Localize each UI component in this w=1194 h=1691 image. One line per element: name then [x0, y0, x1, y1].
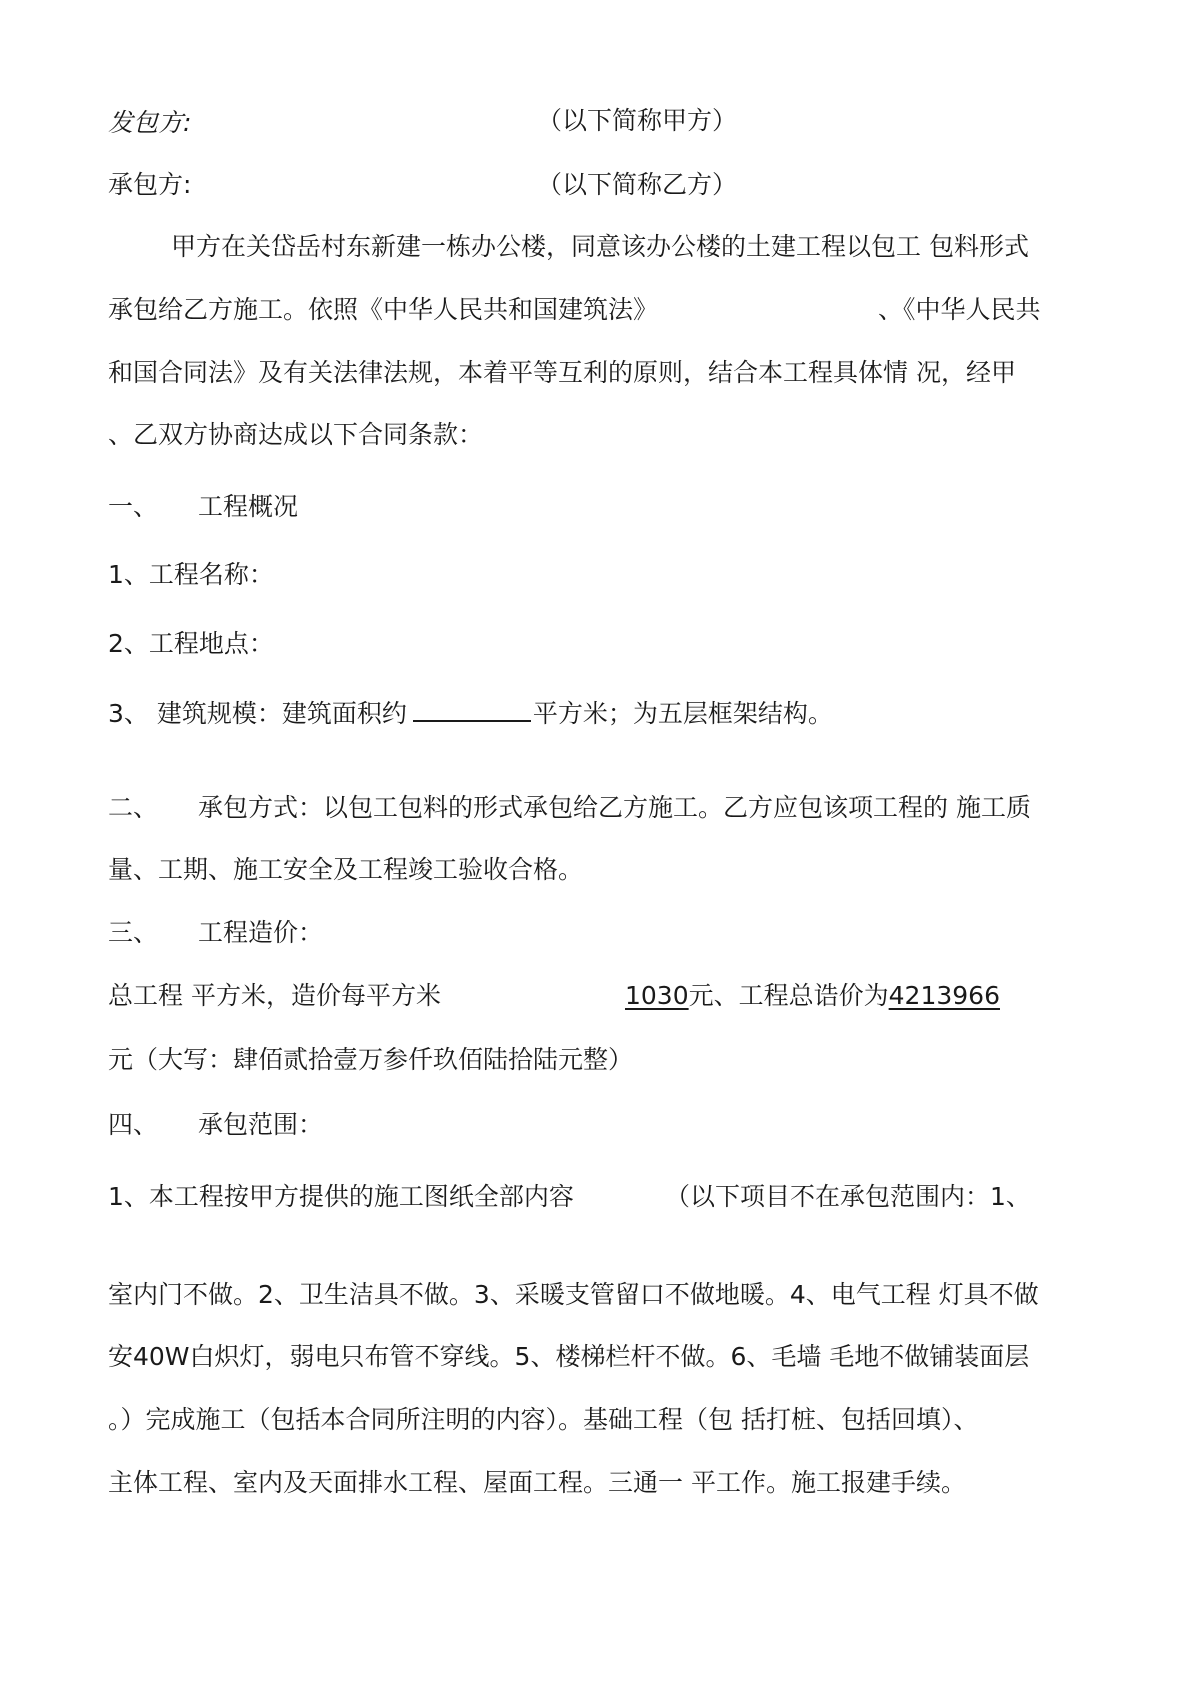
intro-line-4: 、乙双方协商达成以下合同条款：	[108, 420, 484, 449]
section-4-line-1a: 1、本工程按甲方提供的施工图纸全部内容	[108, 1182, 574, 1211]
section-4-title: 承包范围：	[198, 1110, 324, 1139]
section-1-item-1: 1、工程名称：	[108, 560, 274, 589]
intro-line-1: 甲方在关岱岳村东新建一栋办公楼，同意该办公楼的土建工程以包工 包料形式	[171, 232, 1029, 261]
section-3-line-1	[108, 979, 441, 1013]
section-4-number: 四、	[108, 1110, 159, 1139]
section-4-line-3: 安40W白炽灯，弱电只布管不穿线。5、楼梯栏杆不做。6、毛墙 毛地不做铺装面层	[108, 1342, 1030, 1371]
price-prefix: 总工程 平方米，造价每平方米	[108, 981, 441, 1010]
section-1-number: 一、	[108, 492, 159, 521]
intro-line-2a: 承包给乙方施工。依照《中华人民共和国建筑法》	[108, 295, 659, 324]
item-3-suffix: 平方米；为五层框架结构。	[532, 699, 833, 728]
section-4-line-1b: （以下项目不在承包范围内：1、	[665, 1182, 1031, 1211]
section-2-text-2: 量、工期、施工安全及工程竣工验收合格。	[108, 855, 584, 884]
section-1-item-2: 2、工程地点：	[108, 629, 274, 658]
price-mid: 元、工程总诰价为	[688, 981, 889, 1010]
party-a-row	[108, 106, 191, 140]
section-4-line-4: 。）完成施工（包括本合同所注明的内容）。基础工程（包 括打桩、包括回填）、	[108, 1405, 979, 1434]
party-a-note: （以下简称甲方）	[537, 106, 738, 135]
section-2-text-1: 承包方式：以包工包料的形式承包给乙方施工。乙方应包该项工程的 施工质	[198, 793, 1031, 822]
section-4-line-5: 主体工程、室内及天面排水工程、屋面工程。三通一 平工作。施工报建手续。	[108, 1468, 966, 1497]
section-3-number: 三、	[108, 918, 159, 947]
total-price: 4213966	[888, 981, 1000, 1010]
party-b-note: （以下简称乙方）	[537, 170, 738, 199]
section-1-title: 工程概况	[198, 492, 299, 521]
section-3-line-1-right	[625, 979, 1000, 1013]
section-3-line-2: 元（大写：肆佰贰拾壹万参仟玖佰陆拾陆元整）	[108, 1045, 634, 1074]
section-1-item-3	[108, 697, 833, 731]
section-4-line-2: 室内门不做。2、卫生洁具不做。3、采暖支管留口不做地暖。4、电气工程 灯具不做	[108, 1280, 1039, 1309]
unit-price: 1030	[625, 981, 689, 1010]
section-3-title: 工程造价：	[198, 918, 324, 947]
intro-line-3: 和国合同法》及有关法律法规，本着平等互利的原则，结合本工程具体情 况，经甲	[108, 358, 1016, 387]
party-b-label: 承包方:	[108, 170, 192, 199]
item-3-prefix: 3、 建筑规模：建筑面积约	[108, 699, 407, 728]
section-2-number: 二、	[108, 793, 159, 822]
party-a-label: 发包方:	[108, 108, 192, 137]
intro-line-2b: 、《中华人民共	[878, 295, 1041, 324]
area-blank	[413, 698, 531, 722]
